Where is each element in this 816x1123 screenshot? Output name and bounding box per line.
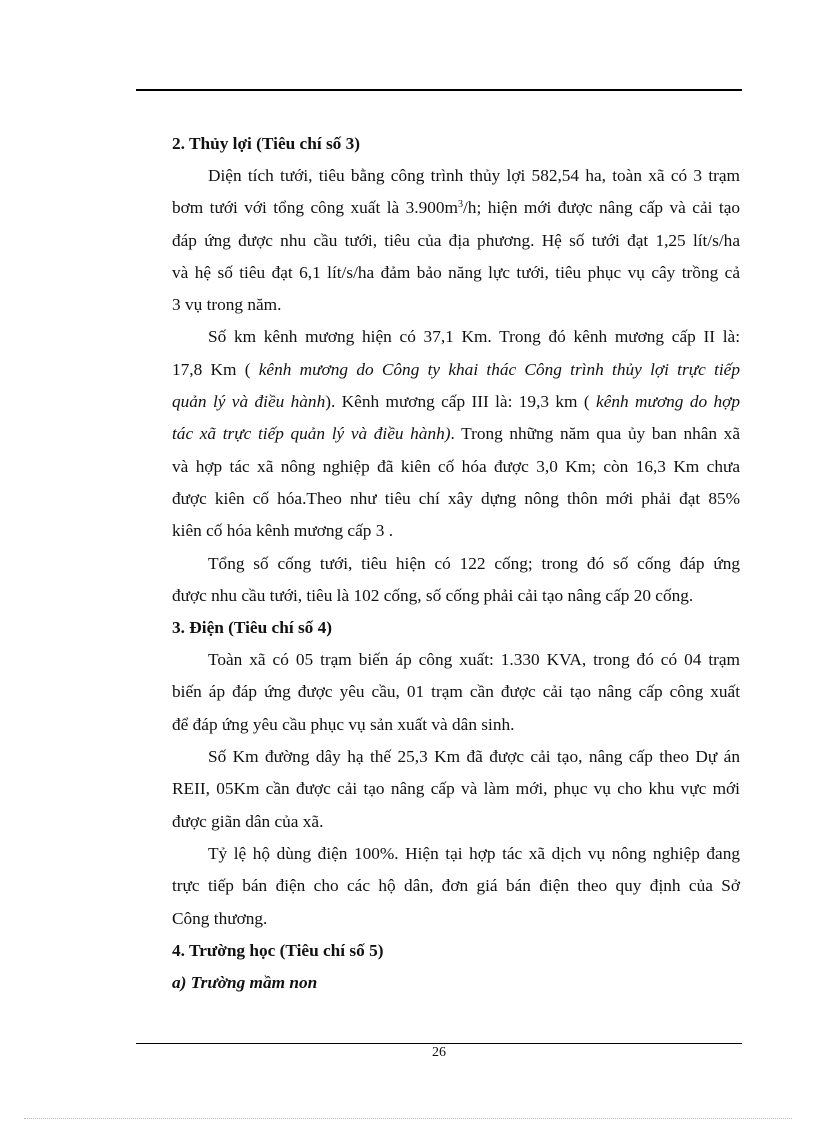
header-rule [136,89,742,91]
superscript-exponent: 3 [458,199,463,211]
section-heading-irrigation: 2. Thủy lợi (Tiêu chí số 3) [172,134,361,153]
paragraph-culverts: Tổng số cống tưới, tiêu hiện có 122 cống; trong đó số cống đáp ứng được nhu cầu tưới, tiêu là 102 cống, số cống phải cải tạo nâng cấp 20 cống. [172,553,740,605]
paragraph-transformers: Toàn xã có 05 trạm biến áp công xuất: 1.330 KVA, trong đó có 04 trạm biến áp đáp ứng được yêu cầu, 01 trạm cần được cải tạo nâng cấp công xuất để đáp ứng yêu cầu phục vụ sản xuất và dân sinh. [172,650,740,734]
paragraph-irrigation-area: Diện tích tưới, tiêu bằng công trình thủy lợi 582,54 ha, toàn xã có 3 trạm bơm tưới với tổng công xuất là $3.900m^3/h$; hiện mới được nâng cấp và cải tạo đáp ứng được nhu cầu tưới, tiêu của địa phương. Hệ số tưới đạt 1,25 lít/s/ha và hệ số tiêu đạt 6,1 lít/s/ha đảm bảo năng lực tưới, tiêu phục vụ cây trồng cả 3 vụ trong năm. [172,166,741,315]
page-number: 26 [432,1045,446,1060]
section-heading-schools: 4. Trường học (Tiêu chí số 5) [172,940,384,960]
paragraph-canals: Số km kênh mương hiện có 37,1 Km. Trong đó kênh mương cấp II là: 17,8 Km ( kênh mương do Công ty khai thác Công trình thủy lợi trực tiếp quản lý và điều hành). Kênh mương cấp III là: 19,3 km ( kênh mương do hợp tác xã trực tiếp quản lý và điều hành). Trong những năm qua ủy ban nhân xã và hợp tác xã nông nghiệp đã kiên cố hóa được 3,0 Km; còn 16,3 Km chưa được kiên cố hóa.Theo như tiêu chí xây dựng nông thôn mới phải đạt 85% kiên cố hóa kênh mương cấp 3 . [172,327,741,541]
section-heading-electricity: 3. Điện (Tiêu chí số 4) [172,618,333,638]
paragraph-electricity-usage: Tỷ lệ hộ dùng điện 100%. Hiện tại hợp tác xã dịch vụ nông nghiệp đang trực tiếp bán điện cho các hộ dân, đơn giá bán điện theo quy định của Sở Công thương. [172,843,740,928]
subheading-kindergarten: a) Trường mầm non [172,972,318,992]
paragraph-power-lines: Số Km đường dây hạ thế 25,3 Km đã được cải tạo, nâng cấp theo Dự án REII, 05Km cần được cải tạo nâng cấp và làm mới, phục vụ cho khu vực mới được giãn dân của xã. [172,747,740,831]
page-bottom-border [24,1118,792,1119]
document-body [136,128,740,999]
